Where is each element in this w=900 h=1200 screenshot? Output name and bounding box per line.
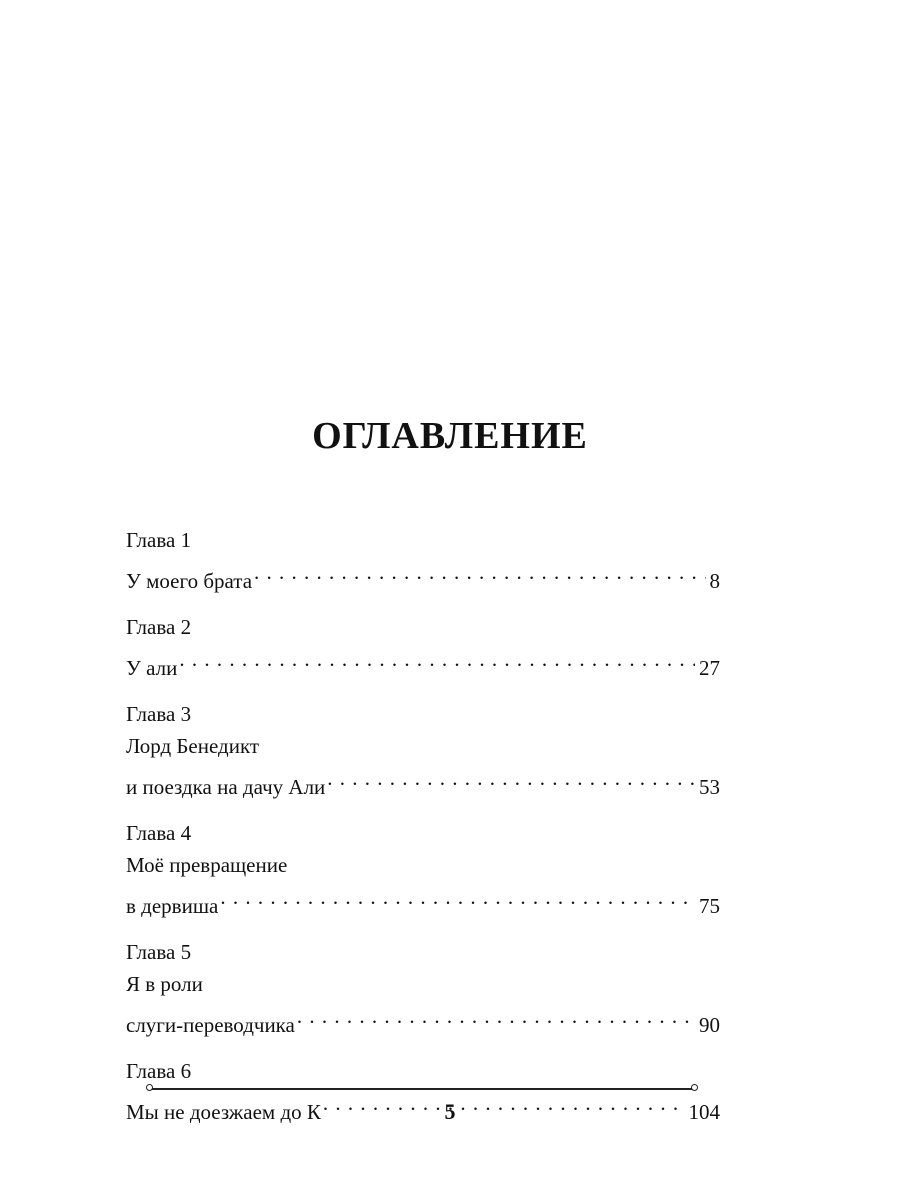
chapter-title-line: Моё превращение xyxy=(126,853,288,877)
chapter-page-number: 8 xyxy=(709,569,720,593)
toc-chapter-2 xyxy=(126,611,720,680)
toc-entry[interactable] xyxy=(126,881,720,918)
chapter-page-number: 27 xyxy=(699,656,720,680)
dot-leader xyxy=(327,762,695,794)
toc-entry[interactable] xyxy=(126,1000,720,1037)
rule-line xyxy=(152,1088,692,1090)
chapter-title: и поездка на дачу Али xyxy=(126,775,326,799)
chapter-heading: Глава 3 xyxy=(126,702,192,726)
toc-chapter-4 xyxy=(126,817,720,918)
chapter-heading: Глава 4 xyxy=(126,821,192,845)
footer-ornament-rule xyxy=(146,1084,698,1094)
dot-leader xyxy=(297,1000,695,1032)
chapter-title-line: Лорд Бенедикт xyxy=(126,734,260,758)
toc-entry[interactable] xyxy=(126,556,720,593)
chapter-title: У моего брата xyxy=(126,569,253,593)
toc-chapter-1 xyxy=(126,524,720,593)
toc-chapter-3 xyxy=(126,698,720,799)
toc-entry[interactable] xyxy=(126,762,720,799)
chapter-page-number: 75 xyxy=(699,894,720,918)
chapter-title: Мы не доезжаем до К xyxy=(126,1100,321,1124)
chapter-heading: Глава 5 xyxy=(126,940,192,964)
dot-leader xyxy=(254,556,705,588)
chapter-page-number: 104 xyxy=(688,1100,720,1124)
chapter-title: в дервиша xyxy=(126,894,219,918)
chapter-title-line: Я в роли xyxy=(126,972,203,996)
chapter-title: слуги-переводчика xyxy=(126,1013,295,1037)
dot-leader xyxy=(179,643,695,675)
chapter-page-number: 53 xyxy=(699,775,720,799)
dot-leader xyxy=(220,881,695,913)
toc-entry[interactable] xyxy=(126,643,720,680)
chapter-heading: Глава 2 xyxy=(126,615,192,639)
toc-chapter-5 xyxy=(126,936,720,1037)
rule-end-circle-icon xyxy=(691,1084,698,1091)
chapter-heading: Глава 6 xyxy=(126,1059,192,1083)
chapter-title: У али xyxy=(126,656,178,680)
page-number: 5 xyxy=(444,1099,456,1124)
page-title: ОГЛАВЛЕНИЕ xyxy=(312,415,588,457)
chapter-page-number: 90 xyxy=(699,1013,720,1037)
chapter-heading: Глава 1 xyxy=(126,528,192,552)
table-of-contents xyxy=(126,524,720,1142)
